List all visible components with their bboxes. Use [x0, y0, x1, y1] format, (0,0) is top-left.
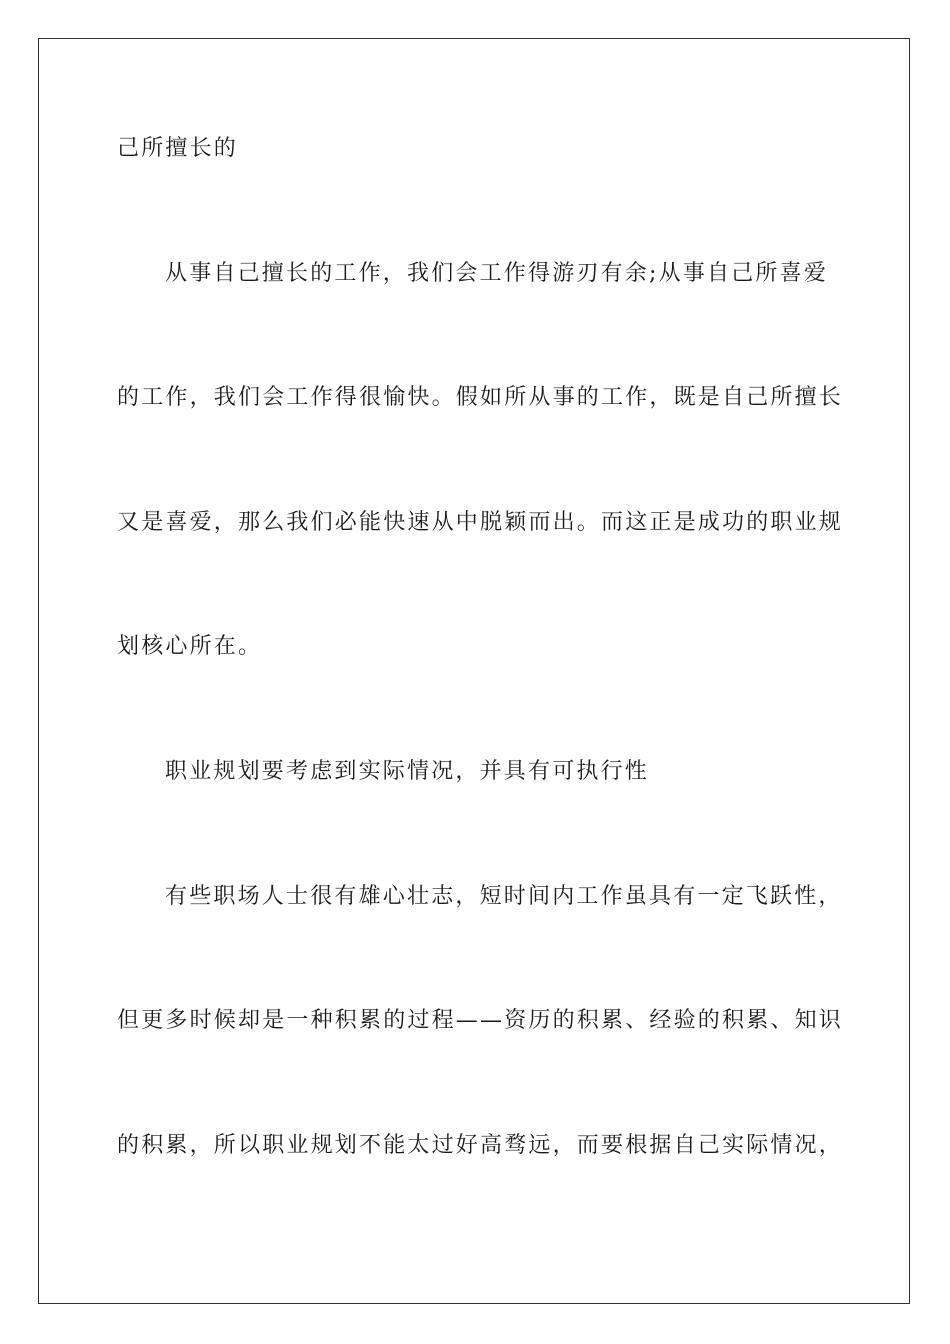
text-line-3: 的工作，我们会工作得很愉快。假如所从事的工作，既是自己所擅长	[117, 385, 844, 410]
text-line-4: 又是喜爱，那么我们必能快速从中脱颖而出。而这正是成功的职业规	[117, 510, 844, 535]
text-line-7: 有些职场人士很有雄心壮志，短时间内工作虽具有一定飞跃性，	[165, 884, 843, 909]
page-frame	[38, 38, 910, 1304]
text-line-5: 划核心所在。	[117, 634, 263, 659]
text-line-2: 从事自己擅长的工作，我们会工作得游刃有余;从事自己所喜爱	[165, 261, 829, 286]
text-line-8: 但更多时候却是一种积累的过程——资历的积累、经验的积累、知识	[117, 1008, 844, 1033]
text-line-9: 的积累，所以职业规划不能太过好高骛远，而要根据自己实际情况，	[117, 1133, 844, 1158]
section-heading: 职业规划要考虑到实际情况，并具有可执行性	[165, 759, 650, 784]
text-line-1: 己所擅长的	[117, 136, 239, 161]
